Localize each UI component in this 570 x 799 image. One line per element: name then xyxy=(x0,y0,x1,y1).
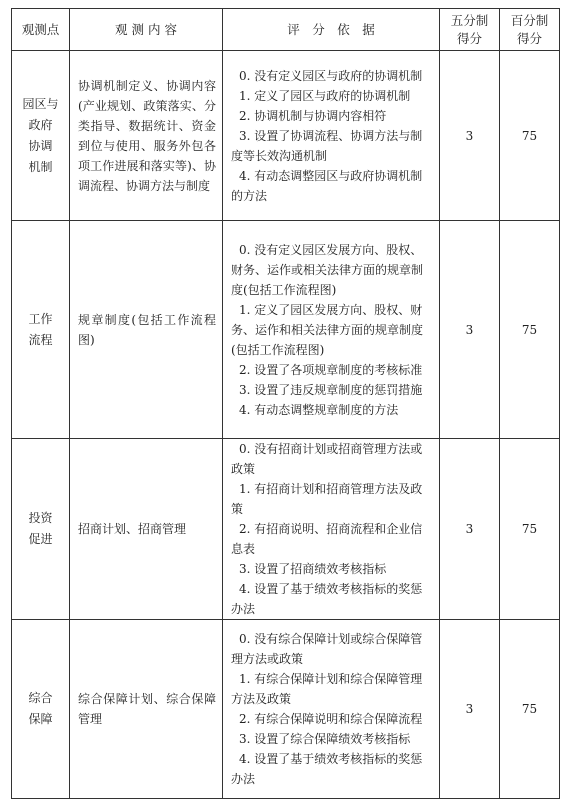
observation-content-cell: 综合保障计划、综合保障管理 xyxy=(70,620,223,799)
scoring-criterion: 3. 设置了综合保障绩效考核指标 xyxy=(239,732,411,746)
scoring-criterion: 0. 没有定义园区与政府的协调机制 xyxy=(239,68,423,83)
header-observation-point: 观测点 xyxy=(12,9,70,51)
header-five-point-score xyxy=(440,9,500,51)
observation-point-line: 投资 xyxy=(28,511,53,525)
scoring-criterion: 0. 没有综合保障计划或综合保障管理方法或政策 xyxy=(231,632,423,666)
scoring-basis-cell xyxy=(223,620,440,799)
scoring-basis-cell xyxy=(223,439,440,620)
hundred-point-score: 75 xyxy=(500,51,560,221)
scoring-criterion: 0. 没有定义园区发展方向、股权、财务、运作或相关法律方面的规章制度(包括工作流程图) xyxy=(231,242,424,297)
observation-point-line: 园区与 xyxy=(22,96,59,111)
observation-point-line: 促进 xyxy=(28,532,53,546)
observation-content-cell: 招商计划、招商管理 xyxy=(70,439,223,620)
observation-content-cell: 规章制度(包括工作流程图) xyxy=(70,221,223,439)
header-scoring-basis: 评 分 依 据 xyxy=(223,9,440,51)
header-five-line1: 五分制 xyxy=(450,12,489,28)
scoring-criterion: 3. 设置了违反规章制度的惩罚措施 xyxy=(239,382,423,397)
scoring-criterion: 4. 有动态调整规章制度的方法 xyxy=(239,402,399,417)
scoring-criterion: 1. 有招商计划和招商管理方法及政策 xyxy=(231,482,423,516)
hundred-point-score: 75 xyxy=(500,620,560,799)
hundred-point-score: 75 xyxy=(500,221,560,439)
scoring-criterion: 3. 设置了协调流程、协调方法与制度等长效沟通机制 xyxy=(231,128,423,163)
scoring-criterion: 2. 有综合保障说明和综合保障流程 xyxy=(239,712,423,726)
scoring-criterion: 2. 设置了各项规章制度的考核标准 xyxy=(239,362,423,377)
five-point-score: 3 xyxy=(440,221,500,439)
five-point-score: 3 xyxy=(440,439,500,620)
observation-point-line: 综合 xyxy=(28,691,53,705)
hundred-point-score: 75 xyxy=(500,439,560,620)
observation-point-line: 政府 xyxy=(28,117,53,132)
header-hundred-line2: 得分 xyxy=(516,30,542,46)
scoring-criterion: 1. 定义了园区与政府的协调机制 xyxy=(239,88,411,103)
observation-point-line: 工作 xyxy=(28,311,53,326)
table-row xyxy=(12,620,560,799)
scoring-basis-cell xyxy=(223,221,440,439)
observation-point-cell xyxy=(12,221,70,439)
scoring-criterion: 4. 有动态调整园区与政府协调机制的方法 xyxy=(231,168,423,203)
table-row xyxy=(12,221,560,439)
header-hundred-point-score xyxy=(500,9,560,51)
header-hundred-line1: 百分制 xyxy=(510,12,549,28)
scoring-criterion: 2. 有招商说明、招商流程和企业信息表 xyxy=(231,522,423,556)
observation-point-line: 流程 xyxy=(28,332,53,347)
scoring-criterion: 4. 设置了基于绩效考核指标的奖惩办法 xyxy=(231,752,423,786)
scoring-criterion: 1. 定义了园区发展方向、股权、财务、运作和相关法律方面的规章制度(包括工作流程图) xyxy=(231,302,424,357)
observation-point-line: 机制 xyxy=(28,159,53,174)
observation-point-line: 保障 xyxy=(28,712,53,726)
observation-point-cell xyxy=(12,439,70,620)
observation-point-cell xyxy=(12,51,70,221)
scoring-criterion: 0. 没有招商计划或招商管理方法或政策 xyxy=(231,442,423,476)
scoring-criterion: 4. 设置了基于绩效考核指标的奖惩办法 xyxy=(231,582,423,616)
header-row xyxy=(12,9,560,51)
scoring-criterion: 3. 设置了招商绩效考核指标 xyxy=(239,562,387,576)
observation-point-line: 协调 xyxy=(28,138,53,153)
observation-point-cell xyxy=(12,620,70,799)
observation-content-cell: 协调机制定义、协调内容(产业规划、政策落实、分类指导、数据统计、资金到位与使用、服务外包各项工作进展和落实等)、协调流程、协调方法与制度 xyxy=(70,51,223,221)
table-row xyxy=(12,439,560,620)
scoring-criterion: 1. 有综合保障计划和综合保障管理方法及政策 xyxy=(231,672,423,706)
five-point-score: 3 xyxy=(440,620,500,799)
five-point-score: 3 xyxy=(440,51,500,221)
scoring-criterion: 2. 协调机制与协调内容相符 xyxy=(239,108,387,123)
header-observation-content: 观 测 内 容 xyxy=(70,9,223,51)
evaluation-table xyxy=(11,8,560,799)
scoring-basis-cell xyxy=(223,51,440,221)
table-row xyxy=(12,51,560,221)
header-five-line2: 得分 xyxy=(456,30,482,46)
